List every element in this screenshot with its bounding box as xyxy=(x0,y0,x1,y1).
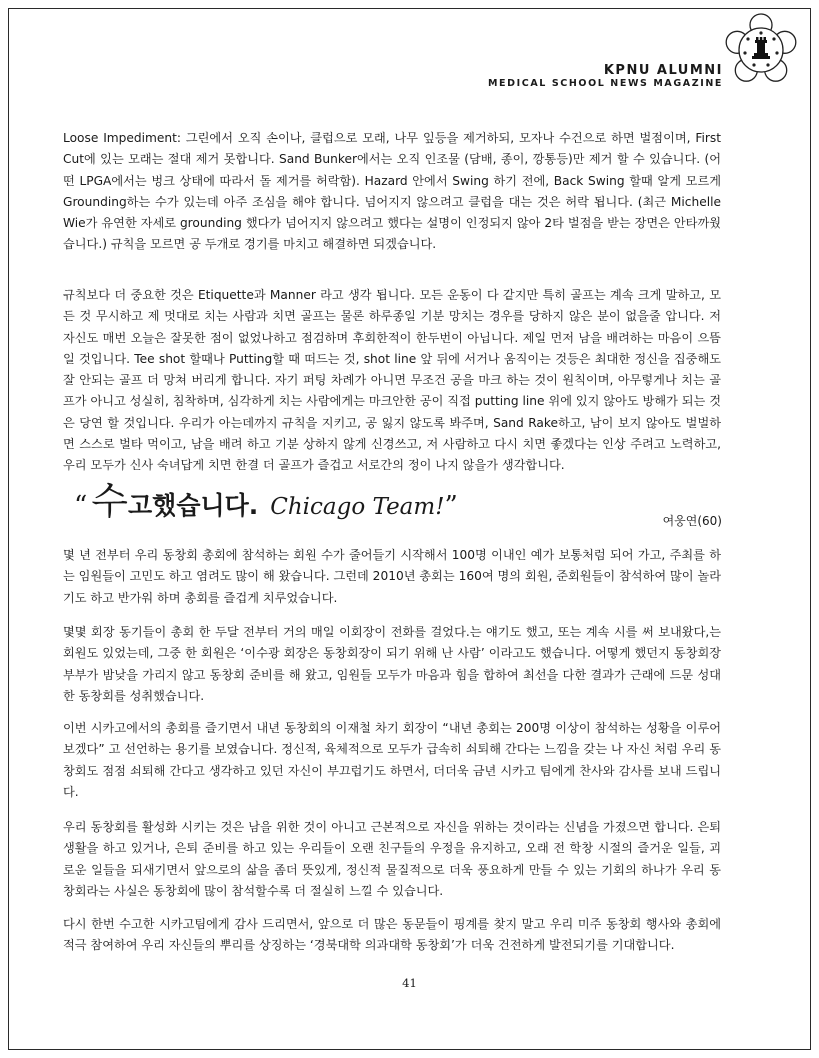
article-paragraph-3: 이번 시카고에서의 총회를 즐기면서 내년 동창회의 이재철 차기 회장이 “내년 총회는 200명 이상이 참석하는 성황을 이루어 보겠다” 고 선언하는 용기를 보였습니다. 정신적, 육체적으로 모두가 급속히 쇠퇴해 간다는 느낌을 갖는 나 자신 처럼 우리 동창회도 점점 쇠퇴해 간다고 생각하고 있던 자신이 부끄럽기도 하면서, 더더욱 금년 시카고 팀에게 찬사와 감사를 보내 드립니다. xyxy=(63,721,721,799)
masthead-subtitle: MEDICAL SCHOOL NEWS MAGAZINE xyxy=(487,78,723,89)
masthead xyxy=(488,63,723,90)
intro-paragraph-2: 규칙보다 더 중요한 것은 Etiquette과 Manner 라고 생각 됩니다. 모든 운동이 다 같지만 특히 골프는 계속 크게 말하고, 모든 것 무시하고 제 멋대로 치는 사람과 치면 골프는 물론 하루종일 기분 망치는 경우를 당하지 않은 분이 없을줄 압니다. 저 자신도 매번 오늘은 잘못한 점이 없었나하고 점검하며 후회한적이 한두번이 아닙니다. 제일 먼저 남을 배려하는 마음이 으뜸일 것입니다. Tee shot 할때나 Putting할 때 떠드는 것, shot line 앞 뒤에 서거나 움직이는 것등은 최대한 정신을 집중해도 잘 안되는 골프 더 망쳐 버리게 합니다. 자기 퍼팅 차례가 아니면 무조건 공을 마크 하는 것이 원칙이며, 아무렇게나 치는 골프가 아니고 성실히, 침착하며, 심각하게 치는 사람에게는 마크안한 공이 직접 putting line 위에 있지 않아도 방해가 되는 것은 당연 할 것입니다. 우리가 아는데까지 규칙을 지키고, 공 잃지 않도록 봐주며, Sand Rake하고, 남이 보지 않아도 벌벌하면 스스로 벌타 먹이고, 남을 배려 하고 기분 상하지 않게 신경쓰고, 저 사람하고 다시 치면 좋겠다는 인상 주려고 노력하고, 우리 모두가 신사 숙녀답게 치면 한결 더 골프가 즐겁고 서로간의 정이 나지 않을가 생각합니다. xyxy=(63,288,721,473)
article-headline xyxy=(74,470,458,523)
school-seal-icon xyxy=(724,13,798,87)
article-author: 여웅연(60) xyxy=(662,514,722,528)
headline-close-quote: ” xyxy=(444,491,458,521)
article-paragraph-4: 우리 동창회를 활성화 시키는 것은 남을 위한 것이 아니고 근본적으로 자신을 위하는 것이라는 신념을 가졌으면 합니다. 은퇴 생활을 하고 있거나, 은퇴 준비를 하고 있는 우리들이 오랜 친구들의 우정을 유지하고, 오래 전 학창 시절의 즐거운 일들, 괴로운 일들을 되새기면서 앞으로의 삶을 좀더 뜻있게, 정신적 물질적으로 더욱 풍요하게 만들 수 있는 기회의 하나가 우리 동창회라는 사실은 동창회에 많이 참석할수록 더 절실히 느낄 수 있습니다. xyxy=(63,820,721,898)
masthead-title: KPNU ALUMNI xyxy=(603,63,723,78)
headline-open-quote: “ xyxy=(74,491,88,521)
article-paragraph-1: 몇 년 전부터 우리 동창회 총회에 참석하는 회원 수가 줄어들기 시작해서 100명 이내인 예가 보통처럼 되어 가고, 주최를 하는 임원들이 고민도 하고 염려도 많이 해 왔습니다. 그런데 2010년 총회는 160여 명의 회원, 준회원들이 참석하여 많이 놀라기도 하고 반가워 하며 총회를 즐겁게 치루었습니다. xyxy=(63,548,721,605)
article-paragraph-5: 다시 한번 수고한 시카고팀에게 감사 드리면서, 앞으로 더 많은 동문들이 핑계를 찾지 말고 우리 미주 동창회 행사와 총회에 적극 참여하여 우리 자신들의 뿌리를 상징하는 ‘경북대학 의과대학 동창회’가 더욱 건전하게 발전되기를 기대합니다. xyxy=(63,917,721,953)
page-number: 41 xyxy=(402,976,417,990)
headline-english: Chicago Team! xyxy=(270,494,445,520)
headline-big-char: 수 xyxy=(91,479,129,523)
article-paragraph-2: 몇몇 회장 동기들이 총회 한 두달 전부터 거의 매일 이회장이 전화를 걸었다.는 얘기도 했고, 또는 계속 시를 써 보내왔다,는 회원도 있었는데, 그중 한 회원은 ‘이수광 회장은 동창회장이 되기 위해 난 사람’ 이라고도 했습니다. 어떻게 했던지 동창회장 부부가 밤낮을 가리지 않고 동창회 준비를 해 왔고, 임원들 모두가 마음과 힘을 합하여 최선을 다한 결과가 근래에 드문 성대한 동창회를 성취했습니다. xyxy=(63,625,721,703)
headline-korean: 고했습니다. xyxy=(128,491,259,520)
intro-paragraph-1: Loose Impediment: 그린에서 오직 손이나, 클럽으로 모래, 나무 잎등을 제거하되, 모자나 수건으로 하면 벌점이며, First Cut에 있는 모래는 절대 제거 못합니다. Sand Bunker에서는 오직 인조물 (담배, 종이, 깡통등)만 제거 할 수 있습니다. (어떤 LPGA에서는 벙크 상태에 따라서 돌 제거를 허락함). Hazard 안에서 Swing 하기 전에, Back Swing 할때 알게 모르게 Grounding하는 수가 있는데 아주 조심을 해야 합니다. 넘어지지 않으려고 클럽을 대는 것은 허락 됩니다. (최근 Michelle Wie가 유연한 자세로 grounding 했다가 넘어지지 않으려고 했다는 설명이 인정되지 않아 2타 벌점을 받는 장면은 안타까웠습니다.) 규칙을 모르면 공 두개로 경기를 마치고 해결하면 되겠습니다. xyxy=(63,131,721,252)
